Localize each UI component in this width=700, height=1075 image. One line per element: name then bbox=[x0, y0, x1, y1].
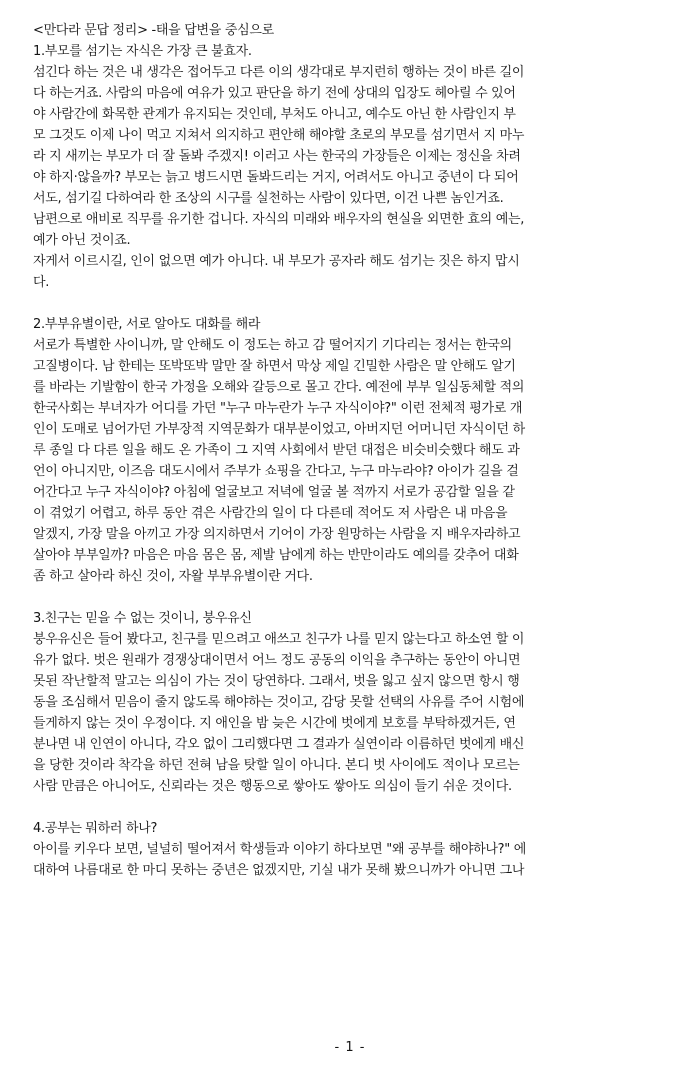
section-2-heading: 2.부부유별이란, 서로 알아도 대화를 해라 bbox=[33, 317, 261, 332]
paragraph-line: 대하여 나름대로 한 마디 못하는 중년은 없겠지만, 기실 내가 못해 봤으니까가 아니면 그나 bbox=[33, 863, 525, 878]
paragraph-line: 들게하지 않는 것이 우정이다. 지 애인을 밤 늦은 시간에 벗에게 보호를 부탁하겠거든, 연 bbox=[33, 716, 516, 731]
paragraph-line: 을 당한 것이라 착각을 하던 전혀 남을 탓할 일이 아니다. 본디 벗 사이에도 적이나 모르는 bbox=[33, 758, 520, 773]
paragraph-line: 루 종일 다 다른 일을 해도 온 가족이 그 지역 사회에서 받던 대접은 비슷비슷했다 해도 과 bbox=[33, 443, 520, 458]
paragraph-line: 인이 도매로 넘어가던 가부장적 지역문화가 대부분이었고, 아버지던 어머니던 자식이던 하 bbox=[33, 422, 525, 437]
paragraph-line: 분나면 내 인연이 아니다, 각오 없이 그리했다면 그 결과가 실연이라 이름하던 벗에게 배신 bbox=[33, 737, 525, 752]
paragraph-line: 사람 만큼은 아니어도, 신뢰라는 것은 행동으로 쌓아도 쌓아도 의심이 들기 쉬운 것이다. bbox=[33, 779, 512, 794]
paragraph-line: 살아야 부부일까? 마음은 마음 몸은 몸, 제발 남에게 하는 반만이라도 예의를 갖추어 대화 bbox=[33, 548, 519, 563]
document-title: <만다라 문답 정리> -태을 답변을 중심으로 bbox=[33, 23, 274, 38]
paragraph-line: 섬긴다 하는 것은 내 생각은 접어두고 다른 이의 생각대로 부지런히 행하는 것이 바른 길이 bbox=[33, 65, 525, 80]
paragraph-line: 다 하는거죠. 사람의 마음에 여유가 있고 판단을 하기 전에 상대의 입장도 헤아릴 수 있어 bbox=[33, 86, 516, 101]
paragraph-line: 서도, 섬기길 다하여라 한 조상의 시구를 실천하는 사람이 있다면, 이건 나쁜 놈인거죠. bbox=[33, 191, 504, 206]
paragraph-line: 야 하지·않을까? 부모는 늙고 병드시면 돌봐드리는 거지, 어려서도 아니고 중년이 다 되어 bbox=[33, 170, 519, 185]
paragraph-line: 예가 아닌 것이죠. bbox=[33, 233, 131, 248]
paragraph-line: 못된 작난할적 말고는 의심이 가는 것이 당연하다. 그래서, 벗을 잃고 싶지 않으면 항시 행 bbox=[33, 674, 520, 689]
paragraph-line: 어간다고 누구 자식이야? 아침에 얼굴보고 저녁에 얼굴 볼 적까지 서로가 공감할 일을 같 bbox=[33, 485, 515, 500]
paragraph-line: 한국사회는 부녀자가 어디를 가던 "누구 마누란가 누구 자식이야?" 이런 전체적 평가로 개 bbox=[33, 401, 523, 416]
section-1-heading: 1.부모를 섬기는 자식은 가장 큰 불효자. bbox=[33, 44, 252, 59]
paragraph-line: 알겠지, 가장 말을 아끼고 가장 의지하면서 기어이 가장 원망하는 사람을 지 배우자라하고 bbox=[33, 527, 521, 542]
section-3-heading: 3.친구는 믿을 수 없는 것이니, 붕우유신 bbox=[33, 611, 252, 626]
paragraph-line: 자게서 이르시길, 인이 없으면 예가 아니다. 내 부모가 공자라 해도 섬기는 짓은 하지 맙시 bbox=[33, 254, 520, 269]
page-number: - 1 - bbox=[334, 1040, 366, 1055]
paragraph-line: 유가 없다. 벗은 원래가 경쟁상대이면서 어느 정도 공동의 이익을 추구하는 동안이 아니면 bbox=[33, 653, 521, 668]
paragraph-line: 붕우유신은 들어 봤다고, 친구를 믿으려고 애쓰고 친구가 나를 믿지 않는다고 하소연 할 이 bbox=[33, 632, 525, 647]
paragraph-gap bbox=[33, 293, 685, 314]
paragraph-gap bbox=[33, 587, 685, 608]
paragraph-line: 라 지 새끼는 부모가 더 잘 돌봐 주겠지! 이러고 사는 한국의 가장들은 이제는 정신을 차려 bbox=[33, 149, 521, 164]
paragraph-line: 야 사람간에 화목한 관계가 유지되는 것인데, 부처도 아니고, 예수도 아닌 한 사람인지 부 bbox=[33, 107, 516, 122]
paragraph-line: 좀 하고 살아라 하신 것이, 자왈 부부유별이란 거다. bbox=[33, 569, 313, 584]
paragraph-line: 언이 아니지만, 이즈음 대도시에서 주부가 쇼핑을 간다고, 누구 마누라야? 아이가 길을 걸 bbox=[33, 464, 519, 479]
paragraph-line: 남편으로 애비로 직무를 유기한 겁니다. 자식의 미래와 배우자의 현실을 외면한 효의 예는, bbox=[33, 212, 525, 227]
paragraph-line: 모 그것도 이제 나이 먹고 지쳐서 의지하고 편안해 해야할 초로의 부모를 섬기면서 지 마누 bbox=[33, 128, 525, 143]
paragraph-line: 를 바라는 기발함이 한국 가정을 오해와 갈등으로 몰고 간다. 예전에 부부 일심동체할 적의 bbox=[33, 380, 525, 395]
paragraph-line: 서로가 특별한 사이니까, 말 안해도 이 정도는 하고 감 떨어지기 기다리는 정서는 한국의 bbox=[33, 338, 512, 353]
document-body bbox=[33, 20, 685, 881]
paragraph-line: 아이를 키우다 보면, 널널히 떨어져서 학생들과 이야기 하다보면 "왜 공부를 해야하나?" 에 bbox=[33, 842, 526, 857]
paragraph-line: 고질병이다. 남 한테는 또박또박 말만 잘 하면서 막상 제일 긴밀한 사람은 말 안해도 알기 bbox=[33, 359, 516, 374]
paragraph-line: 동을 조심해서 믿음이 줄지 않도록 해야하는 것이고, 감당 못할 선택의 사유를 주어 시험에 bbox=[33, 695, 525, 710]
paragraph-line: 다. bbox=[33, 275, 50, 290]
paragraph-gap bbox=[33, 797, 685, 818]
section-4-heading: 4.공부는 뭐하러 하나? bbox=[33, 821, 158, 836]
paragraph-line: 이 겪었기 어렵고, 하루 동안 겪은 사람간의 일이 다 다른데 적어도 저 사람은 내 마음을 bbox=[33, 506, 508, 521]
